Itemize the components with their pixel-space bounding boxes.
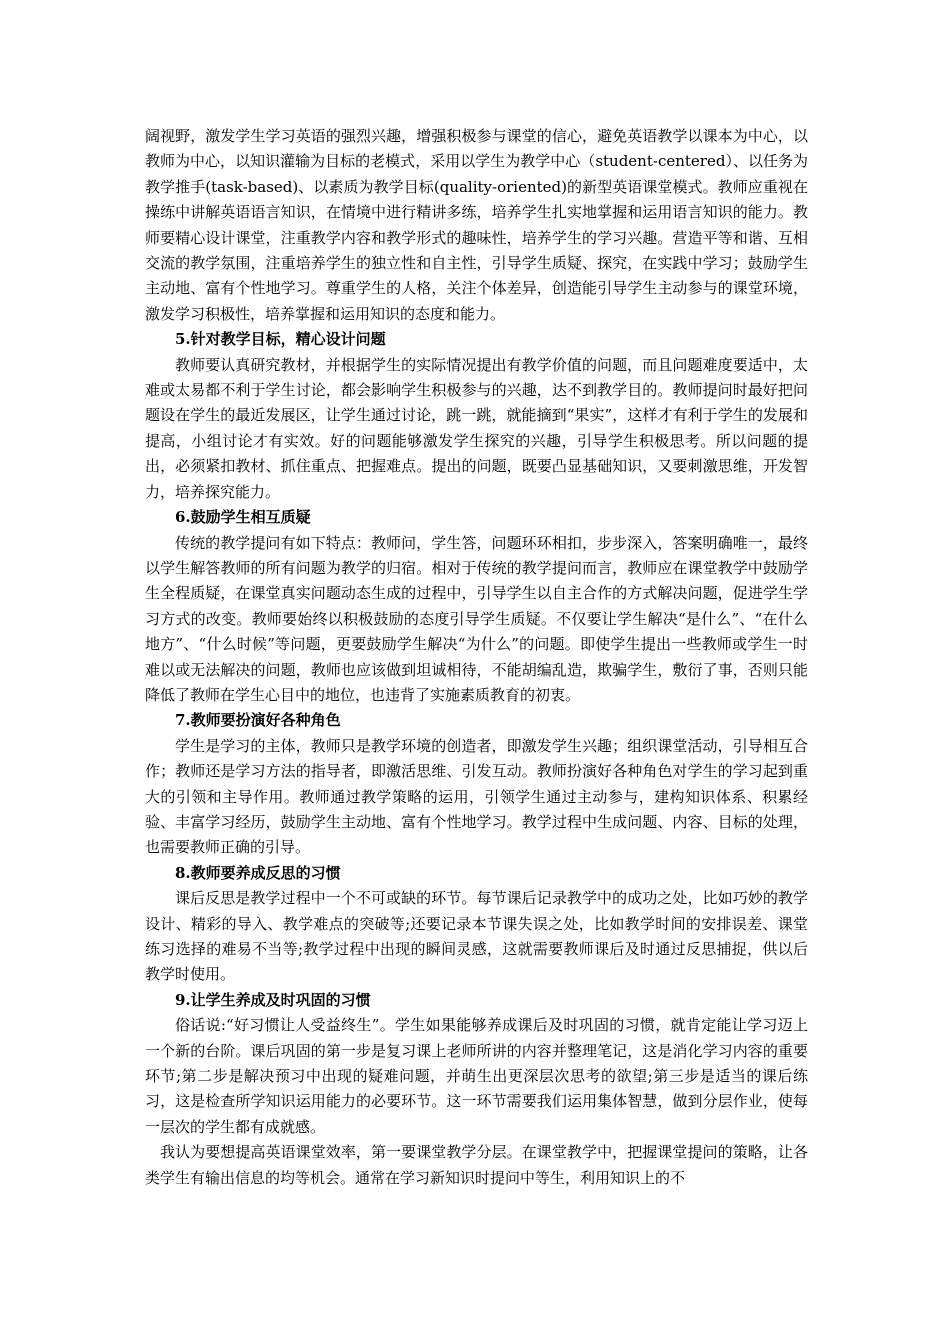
document-page [145, 124, 808, 1191]
body-paragraph: 课后反思是教学过程中一个不可或缺的环节。每节课后记录教学中的成功之处，比如巧妙的教学设计、精彩的导入、教学难点的突破等;还要记录本节课失误之处，比如教学时间的安排误差、课堂练习选择的难易不当等;教学过程中出现的瞬间灵感，这就需要教师课后及时通过反思捕捉，供以后教学时使用。 [145, 889, 808, 984]
body-paragraph: 阔视野，激发学生学习英语的强烈兴趣，增强积极参与课堂的信心，避免英语教学以课本为中心，以教师为中心，以知识灌输为目标的老模式，采用以学生为教学中心（student-centered）、以任务为教学推手(task-based)、以素质为教学目标(quality-oriented)的新型英语课堂模式。教师应重视在操练中讲解英语语言知识，在情境中进行精讲多练，培养学生扎实地掌握和运用语言知识的能力。教师要精心设计课堂，注重教学内容和教学形式的趣味性，培养学生的学习兴趣。营造平等和谐、互相交流的教学氛围，注重培养学生的独立性和自主性，引导学生质疑、探究，在实践中学习；鼓励学生主动地、富有个性地学习。尊重学生的人格，关注个体差异，创造能引导学生主动参与的课堂环境，激发学习积极性，培养掌握和运用知识的态度和能力。 [145, 127, 808, 323]
section-heading-6: 6.鼓励学生相互质疑 [175, 508, 311, 527]
body-paragraph: 教师要认真研究教材，并根据学生的实际情况提出有教学价值的问题，而且问题难度要适中，太难或太易都不利于学生讨论，都会影响学生积极参与的兴趣，达不到教学目的。教师提问时最好把问题设在学生的最近发展区，让学生通过讨论，跳一跳，就能摘到“果实”，这样才有利于学生的发展和提高，小组讨论才有实效。好的问题能够激发学生探究的兴趣，引导学生积极思考。所以问题的提出，必须紧扣教材、抓住重点、把握难点。提出的问题，既要凸显基础知识，又要刺激思维，开发智力，培养探究能力。 [145, 355, 808, 501]
body-paragraph: 学生是学习的主体，教师只是教学环境的创造者，即激发学生兴趣；组织课堂活动，引导相互合作；教师还是学习方法的指导者，即激活思维、引发互动。教师扮演好各种角色对学生的学习起到重大的引领和主导作用。教师通过教学策略的运用，引领学生通过主动参与，建构知识体系、积累经验、丰富学习经历，鼓励学生主动地、富有个性地学习。教学过程中生成问题、内容、目标的处理，也需要教师正确的引导。 [145, 736, 808, 857]
body-paragraph: 传统的教学提问有如下特点：教师问，学生答，问题环环相扣，步步深入，答案明确唯一，最终以学生解答教师的所有问题为教学的归宿。相对于传统的教学提问而言，教师应在课堂教学中鼓励学生全程质疑，在课堂真实问题动态生成的过程中，引导学生以自主合作的方式解决问题，促进学生学习方式的改变。教师要始终以积极鼓励的态度引导学生质疑。不仅要让学生解决“是什么”、“在什么地方”、“什么时候”等问题，更要鼓励学生解决“为什么”的问题。即使学生提出一些教师或学生一时难以或无法解决的问题，教师也应该做到坦诚相待，不能胡编乱造，欺骗学生，敷衍了事，否则只能降低了教师在学生心目中的地位，也违背了实施素质教育的初衷。 [145, 533, 808, 704]
section-heading-9: 9.让学生养成及时巩固的习惯 [175, 990, 371, 1009]
section-heading-8: 8.教师要养成反思的习惯 [175, 863, 341, 882]
body-paragraph: 俗话说:“好习惯让人受益终生”。学生如果能够养成课后及时巩固的习惯，就肯定能让学习迈上一个新的台阶。课后巩固的第一步是复习课上老师所讲的内容并整理笔记，这是消化学习内容的重要环节;第二步是解决预习中出现的疑难问题，并萌生出更深层次思考的欲望;第三步是适当的课后练习，这是检查所学知识运用能力的必要环节。这一环节需要我们运用集体智慧，做到分层作业，使每一层次的学生都有成就感。 [145, 1016, 808, 1136]
body-paragraph: 我认为要想提高英语课堂效率，第一要课堂教学分层。在课堂教学中，把握课堂提问的策略，让各类学生有输出信息的均等机会。通常在学习新知识时提问中等生，利用知识上的不 [145, 1143, 808, 1187]
section-heading-7: 7.教师要扮演好各种角色 [175, 711, 341, 730]
section-heading-5: 5.针对教学目标，精心设计问题 [175, 330, 386, 349]
